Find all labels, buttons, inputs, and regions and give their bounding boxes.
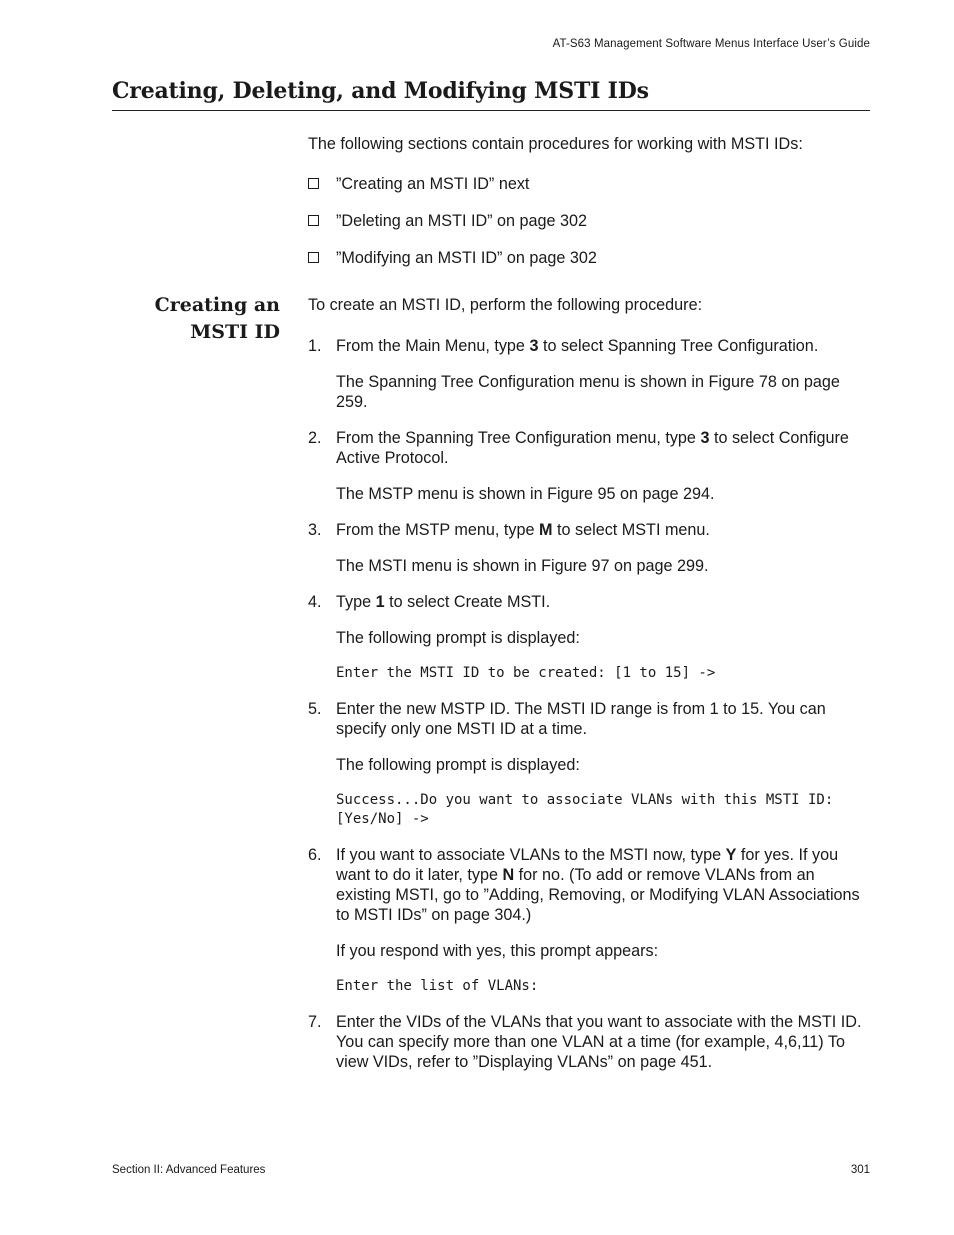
checkbox-bullet-icon — [308, 178, 319, 189]
step-number: 4. — [308, 593, 322, 611]
checkbox-bullet-icon — [308, 252, 319, 263]
page-number: 301 — [850, 1164, 870, 1176]
step-text: Enter the VIDs of the VLANs that you want to associate with the MSTI ID. You can specify more than one VLAN at a time (for example, 4,6,11) To view VIDs, refer to ”Displaying VLANs” on page 451. — [336, 1013, 862, 1071]
step-key: 3 — [700, 429, 710, 447]
list-item-text: ”Deleting an MSTI ID” on page 302 — [336, 212, 588, 230]
step-text: From the Spanning Tree Configuration menu, type 3 to select Configure Active Protocol. — [336, 429, 849, 467]
step-number: 1. — [308, 337, 322, 355]
section-list — [308, 174, 870, 285]
procedure-step — [308, 428, 870, 504]
footer-section: Section II: Advanced Features — [112, 1164, 266, 1176]
step-note: The following prompt is displayed: — [336, 629, 580, 647]
step-number: 3. — [308, 521, 322, 539]
step-number: 2. — [308, 429, 322, 447]
step-key: N — [502, 866, 515, 884]
step-key: 1 — [375, 593, 385, 611]
procedure-step — [308, 592, 870, 683]
step-number: 6. — [308, 846, 322, 864]
step-key: 3 — [529, 337, 539, 355]
procedure-step — [308, 845, 870, 996]
list-item — [308, 248, 870, 268]
console-prompt: Enter the list of VLANs: — [336, 978, 539, 994]
procedure-step — [308, 520, 870, 576]
step-text: Type 1 to select Create MSTI. — [336, 593, 551, 611]
step-note: The MSTP menu is shown in Figure 95 on page 294. — [336, 485, 715, 503]
step-number: 5. — [308, 700, 322, 718]
procedure-steps — [308, 336, 870, 1088]
console-prompt: Enter the MSTI ID to be created: [1 to 15] -> — [336, 665, 716, 681]
step-note: If you respond with yes, this prompt appears: — [336, 942, 659, 960]
step-text: From the Main Menu, type 3 to select Spanning Tree Configuration. — [336, 337, 819, 355]
intro-paragraph: The following sections contain procedures for working with MSTI IDs: — [308, 135, 803, 153]
list-item-text: ”Creating an MSTI ID” next — [336, 175, 530, 193]
procedure-step — [308, 1012, 870, 1072]
list-item — [308, 174, 870, 194]
console-prompt: Success...Do you want to associate VLANs with this MSTI ID: [Yes/No] -> — [336, 792, 842, 827]
step-key: Y — [725, 846, 737, 864]
procedure-intro: To create an MSTI ID, perform the following procedure: — [308, 296, 703, 314]
subsection-heading-line2: MSTI ID — [190, 321, 280, 343]
step-text: If you want to associate VLANs to the MSTI now, type Y for yes. If you want to do it later, type N for no. (To add or remove VLANs from an existing MSTI, go to ”Adding, Removing, or Modifying VLAN Associations to MSTI IDs” on page 304.) — [336, 846, 860, 924]
step-number: 7. — [308, 1013, 322, 1031]
step-note: The Spanning Tree Configuration menu is shown in Figure 78 on page 259. — [336, 373, 840, 411]
step-text: Enter the new MSTP ID. The MSTI ID range is from 1 to 15. You can specify only one MSTI ID at a time. — [336, 700, 826, 738]
section-title: Creating, Deleting, and Modifying MSTI IDs — [112, 78, 649, 104]
procedure-step — [308, 336, 870, 412]
title-rule — [112, 110, 870, 111]
procedure-step — [308, 699, 870, 829]
step-key: M — [539, 521, 553, 539]
step-text: From the MSTP menu, type M to select MSTI menu. — [336, 521, 710, 539]
step-note: The MSTI menu is shown in Figure 97 on page 299. — [336, 557, 709, 575]
checkbox-bullet-icon — [308, 215, 319, 226]
subsection-heading-line1: Creating an — [154, 294, 280, 316]
step-note: The following prompt is displayed: — [336, 756, 580, 774]
list-item — [308, 211, 870, 231]
list-item-text: ”Modifying an MSTI ID” on page 302 — [336, 249, 597, 267]
subsection-heading — [155, 292, 280, 346]
running-header: AT-S63 Management Software Menus Interface User’s Guide — [552, 38, 870, 50]
